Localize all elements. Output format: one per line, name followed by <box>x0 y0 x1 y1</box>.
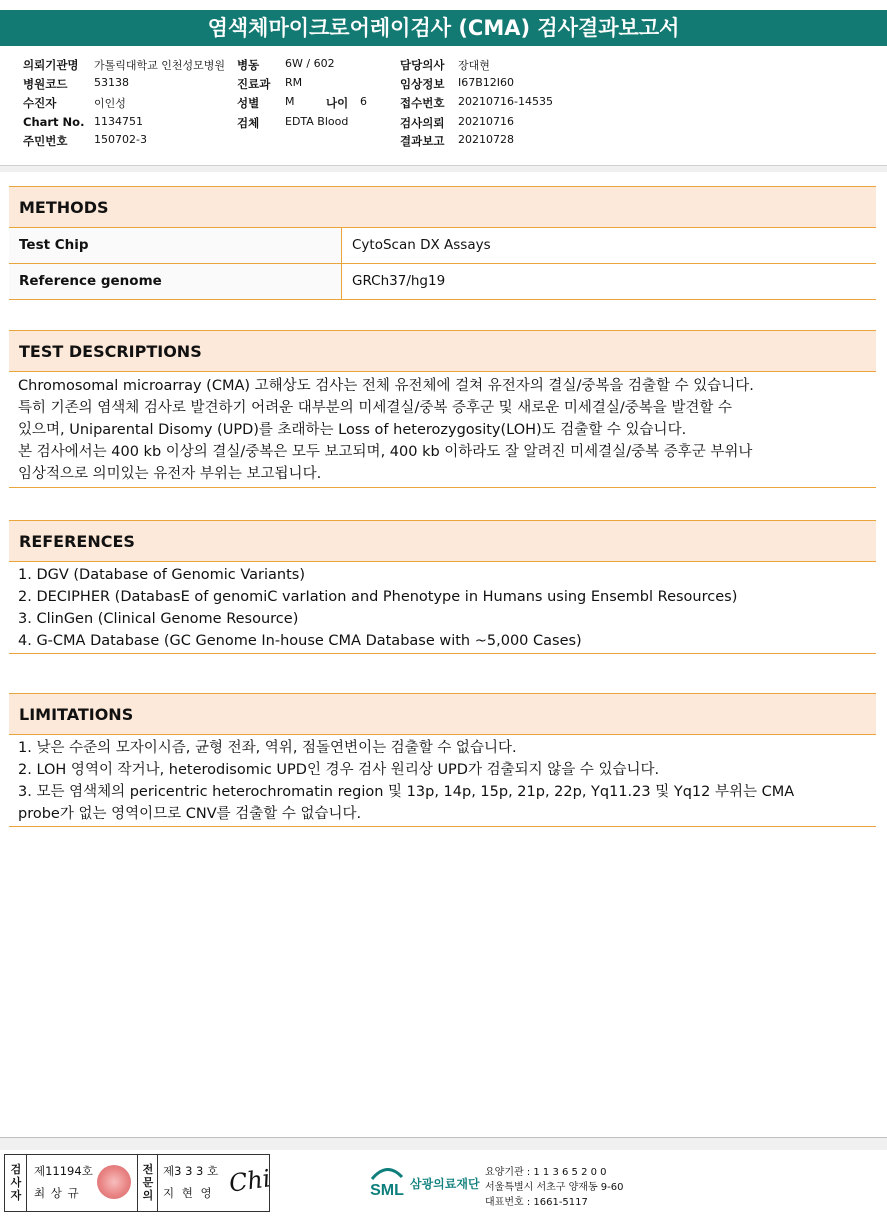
reference-item: 1. DGV (Database of Genomic Variants) <box>18 567 306 583</box>
test-descriptions-section <box>9 330 876 488</box>
doctor-label: 담당의사 <box>400 58 445 72</box>
age-label: 나이 <box>326 96 349 110</box>
ward-label: 병동 <box>237 58 260 72</box>
institution-label: 의뢰기관명 <box>23 58 79 72</box>
receipt-no-value: 20210716-14535 <box>458 95 553 108</box>
description-line: 본 검사에서는 400 kb 이상의 결실/중복은 모두 보고되며, 400 kb 이하라도 잘 알려진 미세결실/중복 증후군 부위나 <box>18 444 753 460</box>
patient-value: 이인성 <box>94 97 126 110</box>
request-date-label: 검사의뢰 <box>400 116 445 130</box>
reference-item: 2. DECIPHER (DatabasE of genomiC varIation and Phenotype in Humans using Ensembl Resources) <box>18 589 738 605</box>
test-descriptions-body <box>9 372 876 488</box>
reference-item: 3. ClinGen (Clinical Genome Resource) <box>18 611 299 627</box>
description-line: 임상적으로 의미있는 유전자 부위는 보고됩니다. <box>18 466 322 482</box>
patient-info <box>0 54 887 166</box>
specialist-name: 지 현 영 <box>163 1186 214 1200</box>
methods-section <box>9 186 876 300</box>
methods-row <box>9 264 876 300</box>
request-date-value: 20210716 <box>458 115 514 128</box>
limitation-item: probe가 없는 영역이므로 CNV를 검출할 수 없습니다. <box>18 806 362 822</box>
hospital-code-label: 병원코드 <box>23 77 68 91</box>
methods-heading: METHODS <box>9 186 876 228</box>
specimen-value: EDTA Blood <box>285 115 349 128</box>
specimen-label: 검체 <box>237 116 260 130</box>
footer-band <box>0 1138 887 1150</box>
logo-text: SML <box>370 1182 404 1199</box>
sml-logo-icon <box>366 1163 408 1201</box>
specialist-label-text: 전문의 <box>142 1163 154 1202</box>
sex-value: M <box>285 95 295 108</box>
patient-label: 수진자 <box>23 96 57 110</box>
signature-box <box>4 1154 273 1212</box>
test-chip-label: Test Chip <box>9 228 342 263</box>
chart-no-value: 1134751 <box>94 115 143 128</box>
limitation-item: 3. 모든 염색체의 pericentric heterochromatin region 및 13p, 14p, 15p, 21p, 22p, Yq11.23 및 Yq12 부위는 CMA <box>18 784 795 800</box>
references-heading: REFERENCES <box>9 520 876 562</box>
test-chip-value: CytoScan DX Assays <box>352 237 491 253</box>
hospital-code-value: 53138 <box>94 76 129 89</box>
address: 서울특별시 서초구 양재동 9-60 <box>485 1182 624 1193</box>
limitation-item: 2. LOH 영역이 작거나, heterodisomic UPD인 경우 검사 원리상 UPD가 검출되지 않을 수 있습니다. <box>18 762 660 778</box>
reference-genome-value: GRCh37/hg19 <box>352 273 446 289</box>
divider-band <box>0 166 887 172</box>
reference-item: 4. G-CMA Database (GC Genome In-house CMA Database with ~5,000 Cases) <box>18 633 582 649</box>
institution-value: 가톨릭대학교 인천성모병원 <box>94 59 226 72</box>
tester-label-text: 검사자 <box>10 1163 22 1202</box>
chart-no-label: Chart No. <box>23 115 85 129</box>
limitations-heading: LIMITATIONS <box>9 693 876 735</box>
phone: 대표번호 : 1661-5117 <box>485 1197 588 1208</box>
specialist-license: 제3 3 3 호 <box>163 1164 219 1178</box>
test-descriptions-heading: TEST DESCRIPTIONS <box>9 330 876 372</box>
limitations-body <box>9 735 876 827</box>
resident-no-label: 주민번호 <box>23 134 68 148</box>
references-body <box>9 562 876 654</box>
reference-genome-label: Reference genome <box>9 264 342 299</box>
department-value: RM <box>285 76 303 89</box>
description-line: 특히 기존의 염색체 검사로 발견하기 어려운 대부분의 미세결실/중복 증후군 및 새로운 미세결실/중복을 발견할 수 <box>18 400 733 416</box>
resident-no-value: 150702-3 <box>94 133 147 146</box>
specialist-label <box>139 1163 157 1202</box>
organization-name: 삼광의료재단 <box>410 1177 480 1191</box>
limitation-item: 1. 낮은 수준의 모자이시즘, 균형 전좌, 역위, 점돌연변이는 검출할 수 없습니다. <box>18 740 517 756</box>
report-date-label: 결과보고 <box>400 134 445 148</box>
description-line: 있으며, Uniparental Disomy (UPD)를 초래하는 Loss of heterozygosity(LOH)도 검출할 수 있습니다. <box>18 422 687 438</box>
methods-row <box>9 228 876 264</box>
report-date-value: 20210728 <box>458 133 514 146</box>
report-title: 염색체마이크로어레이검사 (CMA) 검사결과보고서 <box>0 10 887 46</box>
ward-value: 6W / 602 <box>285 57 335 70</box>
tester-license: 제11194호 <box>34 1164 93 1178</box>
clinical-info-value: I67B12I60 <box>458 76 515 89</box>
sex-label: 성별 <box>237 96 260 110</box>
seal-stamp <box>97 1165 131 1199</box>
doctor-value: 장대현 <box>458 59 490 72</box>
clinical-info-label: 임상정보 <box>400 77 445 91</box>
receipt-no-label: 접수번호 <box>400 96 445 110</box>
signature: Chi <box>227 1164 273 1198</box>
institution-code: 요양기관 : 1 1 3 6 5 2 0 0 <box>485 1167 607 1178</box>
references-section <box>9 520 876 654</box>
tester-name: 최 상 규 <box>34 1186 80 1200</box>
age-value: 6 <box>360 95 367 108</box>
limitations-section <box>9 693 876 827</box>
tester-label <box>7 1163 25 1202</box>
description-line: Chromosomal microarray (CMA) 고해상도 검사는 전체 유전체에 걸쳐 유전자의 결실/중복을 검출할 수 있습니다. <box>18 378 754 394</box>
department-label: 진료과 <box>237 77 271 91</box>
